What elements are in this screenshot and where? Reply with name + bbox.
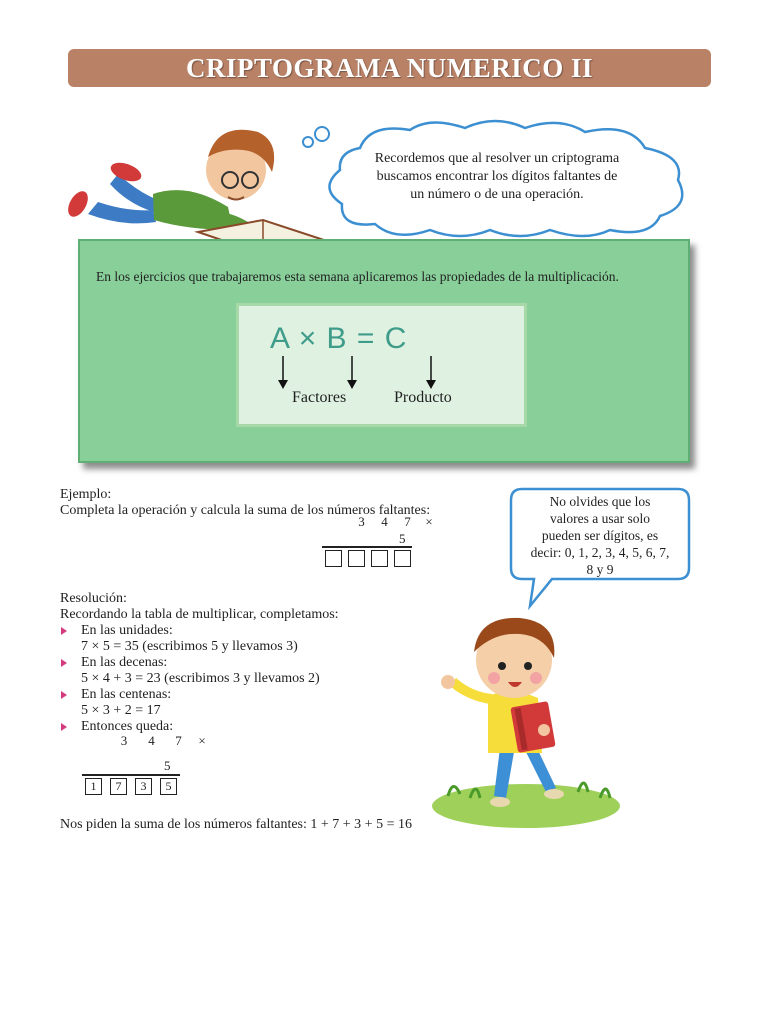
step-detail: 7 × 5 = 35 (escribimos 5 y llevamos 3) bbox=[81, 639, 298, 654]
thought-bubble-text bbox=[338, 150, 656, 204]
speech-bubble-text bbox=[520, 493, 680, 578]
intro-text: En los ejercicios que trabajaremos esta semana aplicaremos las propiedades de la multiplicación. bbox=[96, 269, 619, 284]
bullet-icon bbox=[61, 691, 67, 699]
resolution-multiplicand bbox=[110, 733, 212, 749]
bullet-icon bbox=[61, 723, 67, 731]
resolution-multiplier: 5 bbox=[164, 758, 171, 773]
empty-digit-box bbox=[394, 550, 411, 567]
empty-digit-box bbox=[348, 550, 365, 567]
times-sign: × bbox=[425, 514, 433, 529]
title-banner bbox=[68, 49, 711, 87]
boy-with-book-illustration bbox=[428, 608, 624, 834]
speech-line: valores a usar solo bbox=[549, 511, 651, 526]
resolution-heading: Resolución: bbox=[60, 591, 127, 606]
times-sign: × bbox=[198, 733, 206, 748]
resolution-intro: Recordando la tabla de multiplicar, completamos: bbox=[60, 607, 339, 622]
speech-line: decir: 0, 1, 2, 3, 4, 5, 6, 7, bbox=[530, 545, 670, 560]
speech-line: 8 y 9 bbox=[586, 562, 614, 577]
step-title: En las centenas: bbox=[81, 687, 172, 702]
bullet-icon bbox=[61, 627, 67, 635]
thought-line: Recordemos que al resolver un criptograma bbox=[374, 151, 620, 166]
arrow-down-icon bbox=[345, 356, 359, 390]
digit: 7 bbox=[404, 514, 411, 529]
conclusion-text: Nos piden la suma de los números faltantes: 1 + 7 + 3 + 5 = 16 bbox=[60, 817, 412, 832]
step-title: En las unidades: bbox=[81, 623, 173, 638]
digit: 4 bbox=[148, 733, 155, 748]
digit: 7 bbox=[175, 733, 182, 748]
operation-line bbox=[82, 774, 180, 776]
result-digit-box: 5 bbox=[160, 778, 177, 795]
formula-expression: A × B = C bbox=[270, 322, 408, 355]
step-title: En las decenas: bbox=[81, 655, 168, 670]
empty-digit-box bbox=[371, 550, 388, 567]
example-instruction: Completa la operación y calcula la suma de los números faltantes: bbox=[60, 503, 431, 518]
result-digit-box: 3 bbox=[135, 778, 152, 795]
page-title: CRIPTOGRAMA NUMERICO II bbox=[185, 52, 594, 83]
arrow-down-icon bbox=[424, 356, 438, 390]
digit: 3 bbox=[120, 733, 128, 748]
step-detail: 5 × 4 + 3 = 23 (escribimos 3 y llevamos 2) bbox=[81, 671, 320, 686]
empty-digit-box bbox=[325, 550, 342, 567]
speech-line: pueden ser dígitos, es bbox=[541, 528, 659, 543]
example-multiplier: 5 bbox=[399, 531, 406, 546]
product-label: Producto bbox=[394, 389, 452, 406]
factors-label: Factores bbox=[292, 389, 347, 406]
step-detail: 5 × 3 + 2 = 17 bbox=[81, 703, 161, 718]
bullet-icon bbox=[61, 659, 67, 667]
result-digit-box: 7 bbox=[110, 778, 127, 795]
speech-line: No olvides que los bbox=[549, 494, 651, 509]
digit: 3 bbox=[358, 514, 365, 529]
step-title: Entonces queda: bbox=[81, 719, 174, 734]
arrow-down-icon bbox=[276, 356, 290, 390]
result-digit-box: 1 bbox=[85, 778, 102, 795]
example-multiplicand bbox=[350, 514, 439, 530]
thought-line: buscamos encontrar los dígitos faltantes de bbox=[376, 169, 618, 184]
example-heading: Ejemplo: bbox=[60, 487, 112, 502]
digit: 4 bbox=[381, 514, 388, 529]
thought-line: un número o de una operación. bbox=[410, 187, 584, 202]
operation-line bbox=[322, 546, 412, 548]
